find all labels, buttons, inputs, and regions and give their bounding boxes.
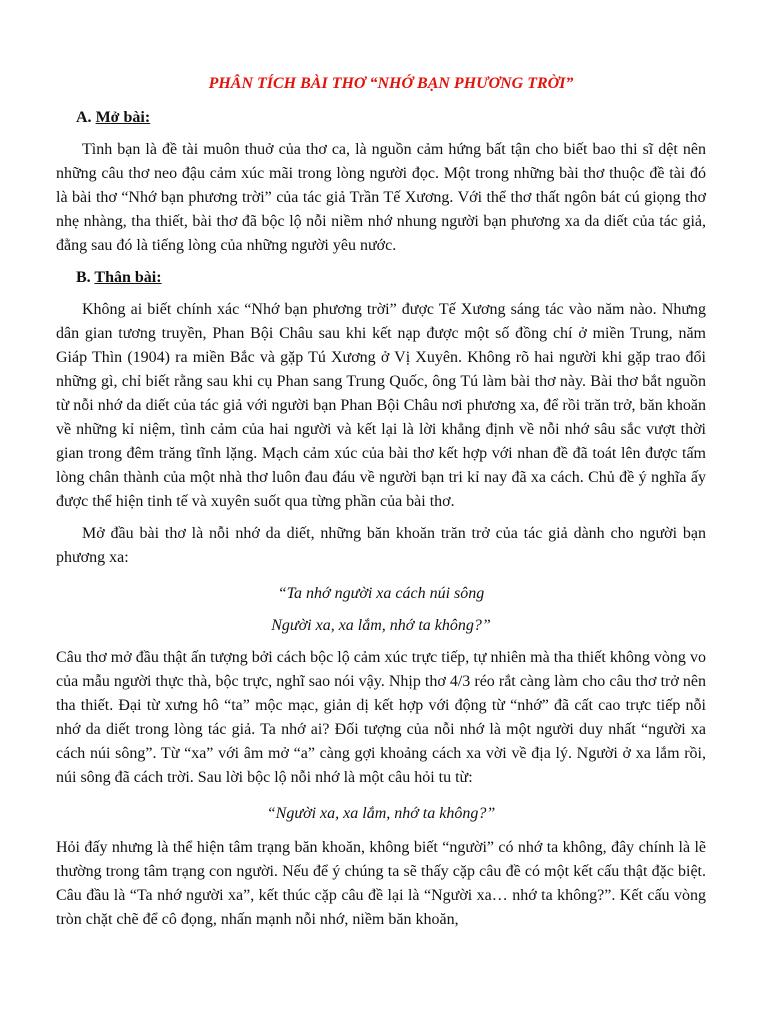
poem-quote-repeat: “Người xa, xa lắm, nhớ ta không?” [266,805,496,822]
body-paragraph-2: Mở đầu bài thơ là nỗi nhớ da diết, những băn khoăn trăn trở của tác giả dành cho người bạn phương xa: [56,525,706,566]
section-b-heading [56,266,706,290]
section-b-letter: B. [76,269,91,286]
section-a-heading [56,106,706,130]
document-title: PHÂN TÍCH BÀI THƠ “NHỚ BẠN PHƯƠNG TRỜI” [208,75,574,92]
poem-quote-line-1: “Ta nhớ người xa cách núi sông [277,585,485,602]
intro-paragraph: Tình bạn là đề tài muôn thuở của thơ ca, là nguồn cảm hứng bất tận cho biết bao thi sĩ dệt nên những câu thơ neo đậu cảm xúc mãi trong lòng người đọc. Một trong những bài thơ thuộc đề tài đó là bài thơ “Nhớ bạn phương trời” của tác giả Trần Tế Xương. Với thể thơ thất ngôn bát cú giọng thơ nhẹ nhàng, tha thiết, bài thơ đã bộc lộ nỗi niềm nhớ nhung người bạn phương xa da diết của tác giả, đằng sau đó là tiếng lòng của những người yêu nước. [56,141,706,254]
section-a-label: Mở bài: [95,109,151,126]
poem-quote-line-2: Người xa, xa lắm, nhớ ta không?” [271,617,491,634]
body-paragraph-4: Hỏi đấy nhưng là thể hiện tâm trạng băn khoăn, không biết “người” có nhớ ta không, đây chính là lẽ thường trong tâm trạng con người. Nếu để ý chúng ta sẽ thấy cặp câu đề có một kết cấu thật đặc biệt. Câu đầu là “Ta nhớ người xa”, kết thúc cặp câu đề lại là “Người xa… nhớ ta không?”. Kết cấu vòng tròn chặt chẽ để cô đọng, nhấn mạnh nỗi nhớ, niềm băn khoăn, [56,839,706,928]
section-b-label: Thân bài: [94,269,162,286]
body-paragraph-1: Không ai biết chính xác “Nhớ bạn phương trời” được Tế Xương sáng tác vào năm nào. Nhưng dân gian tương truyền, Phan Bội Châu sau khi kết nạp được một số đồng chí ở miền Trung, năm Giáp Thìn (1904) ra miền Bắc và gặp Tú Xương ở Vị Xuyên. Không rõ hai người khi gặp trao đổi những gì, chỉ biết rằng sau khi cụ Phan sang Trung Quốc, ông Tú làm bài thơ này. Bài thơ bắt nguồn từ nỗi nhớ da diết của tác giả với người bạn Phan Bội Châu nơi phương xa, để rồi trăn trở, băn khoăn về những kỉ niệm, tình cảm của hai người và kết lại là lời khẳng định về nỗi nhớ sâu sắc vượt thời gian trong đêm trăng tĩnh lặng. Mạch cảm xúc của bài thơ kết hợp với nhan đề đã toát lên được tấm lòng chân thành của một nhà thơ luôn đau đáu về người bạn tri kỉ nay đã xa cách. Chủ đề ý nghĩa ấy được thể hiện tinh tế và xuyên suốt qua từng phần của bài thơ. [56,301,706,510]
body-paragraph-3: Câu thơ mở đầu thật ấn tượng bởi cách bộc lộ cảm xúc trực tiếp, tự nhiên mà tha thiết không vòng vo của mẫu người thực thà, bộc trực, nghĩ sao nói vậy. Nhịp thơ 4/3 réo rắt càng làm cho câu thơ trở nên tha thiết. Đại từ xưng hô “ta” mộc mạc, giản dị kết hợp với động từ “nhớ” đã cất cao trực tiếp nỗi nhớ da diết trong lòng tác giả. Ta nhớ ai? Đối tượng của nỗi nhớ là một người duy nhất “người xa cách núi sông”. Từ “xa” với âm mở “a” càng gợi khoảng cách xa vời về địa lý. Người ở xa lắm rồi, núi sông đã cách trời. Sau lời bộc lộ nỗi nhớ là một câu hỏi tu từ: [56,649,706,786]
section-a-letter: A. [76,109,92,126]
